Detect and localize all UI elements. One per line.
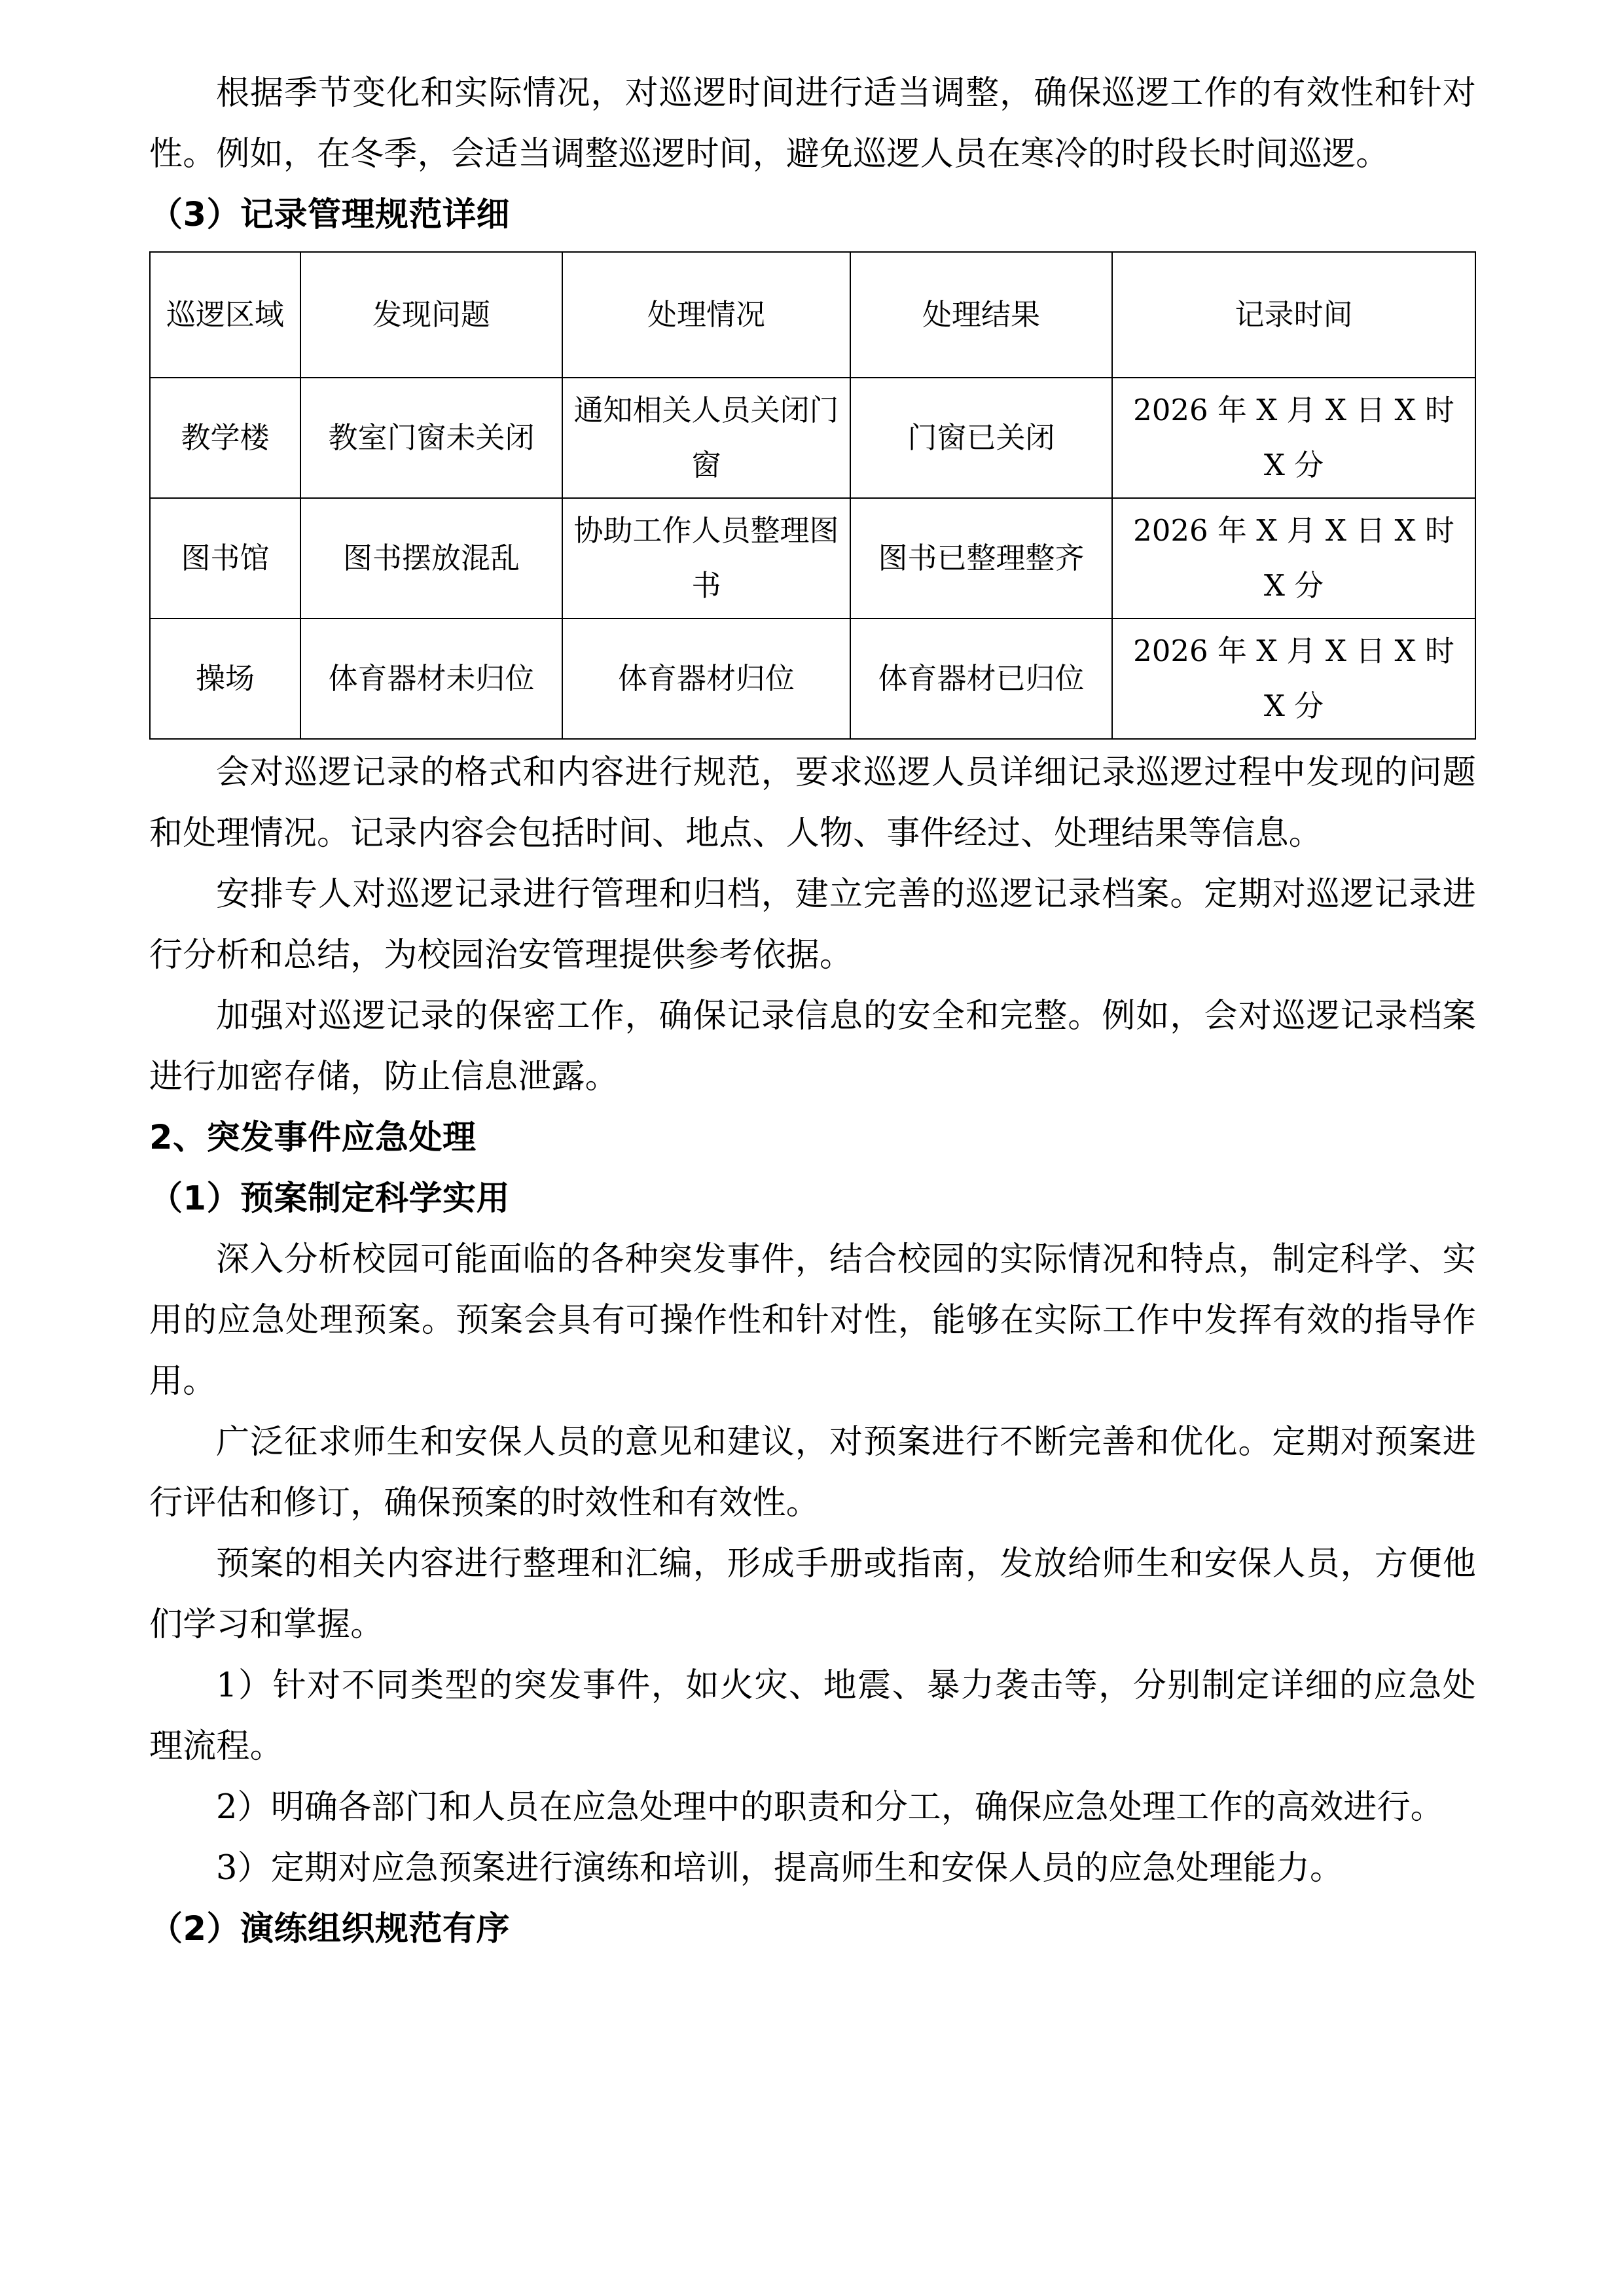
- list-item-department-duties: 2）明确各部门和人员在应急处理中的职责和分工，确保应急处理工作的高效进行。: [216, 1788, 1444, 1827]
- table-row: [150, 378, 1475, 498]
- paragraph-patrol-time-adjustment: 根据季节变化和实际情况，对巡逻时间进行适当调整，确保巡逻工作的有效性和针对性。例如，在冬季，会适当调整巡逻时间，避免巡逻人员在寒冷的时段长时间巡逻。: [149, 74, 1476, 173]
- cell-area: 图书馆: [150, 498, 300, 619]
- cell-time: 2026 年 X 月 X 日 X 时 X 分: [1112, 619, 1475, 739]
- column-header-problem: 发现问题: [300, 252, 562, 378]
- cell-result: 图书已整理整齐: [850, 498, 1112, 619]
- heading-plan-scientific-practical: （1）预案制定科学实用: [149, 1179, 510, 1218]
- column-header-area: 巡逻区域: [150, 252, 300, 378]
- column-header-time: 记录时间: [1112, 252, 1475, 378]
- cell-area: 操场: [150, 619, 300, 739]
- heading-drill-organization: （2）演练组织规范有序: [149, 1910, 510, 1948]
- paragraph-plan-analysis: 深入分析校园可能面临的各种突发事件，结合校园的实际情况和特点，制定科学、实用的应急处理预案。预案会具有可操作性和针对性，能够在实际工作中发挥有效的指导作用。: [149, 1240, 1476, 1401]
- cell-problem: 体育器材未归位: [300, 619, 562, 739]
- cell-handling: 体育器材归位: [562, 619, 850, 739]
- cell-time: 2026 年 X 月 X 日 X 时 X 分: [1112, 378, 1475, 498]
- cell-handling: 协助工作人员整理图书: [562, 498, 850, 619]
- list-item-drill-training: 3）定期对应急预案进行演练和培训，提高师生和安保人员的应急处理能力。: [216, 1849, 1344, 1888]
- list-item-emergency-types: 1）针对不同类型的突发事件，如火灾、地震、暴力袭击等，分别制定详细的应急处理流程。: [149, 1666, 1476, 1766]
- cell-result: 体育器材已归位: [850, 619, 1112, 739]
- heading-record-management: （3）记录管理规范详细: [149, 196, 510, 234]
- cell-result: 门窗已关闭: [850, 378, 1112, 498]
- cell-problem: 图书摆放混乱: [300, 498, 562, 619]
- column-header-handling: 处理情况: [562, 252, 850, 378]
- heading-emergency-response: 2、突发事件应急处理: [149, 1119, 477, 1157]
- table-row: [150, 498, 1475, 619]
- table-header-row: [150, 252, 1475, 378]
- cell-area: 教学楼: [150, 378, 300, 498]
- paragraph-plan-feedback: 广泛征求师生和安保人员的意见和建议，对预案进行不断完善和优化。定期对预案进行评估和修订，确保预案的时效性和有效性。: [149, 1423, 1476, 1522]
- paragraph-record-format-standard: 会对巡逻记录的格式和内容进行规范，要求巡逻人员详细记录巡逻过程中发现的问题和处理情况。记录内容会包括时间、地点、人物、事件经过、处理结果等信息。: [149, 753, 1476, 853]
- cell-handling: 通知相关人员关闭门窗: [562, 378, 850, 498]
- cell-problem: 教室门窗未关闭: [300, 378, 562, 498]
- patrol-record-table: [149, 251, 1476, 740]
- cell-time: 2026 年 X 月 X 日 X 时 X 分: [1112, 498, 1475, 619]
- document-body: [149, 63, 1476, 1960]
- paragraph-record-confidentiality: 加强对巡逻记录的保密工作，确保记录信息的安全和完整。例如，会对巡逻记录档案进行加密存储，防止信息泄露。: [149, 997, 1476, 1096]
- column-header-result: 处理结果: [850, 252, 1112, 378]
- paragraph-record-archiving: 安排专人对巡逻记录进行管理和归档，建立完善的巡逻记录档案。定期对巡逻记录进行分析和总结，为校园治安管理提供参考依据。: [149, 875, 1476, 975]
- paragraph-plan-handbook: 预案的相关内容进行整理和汇编，形成手册或指南，发放给师生和安保人员，方便他们学习和掌握。: [149, 1545, 1476, 1644]
- table-row: [150, 619, 1475, 739]
